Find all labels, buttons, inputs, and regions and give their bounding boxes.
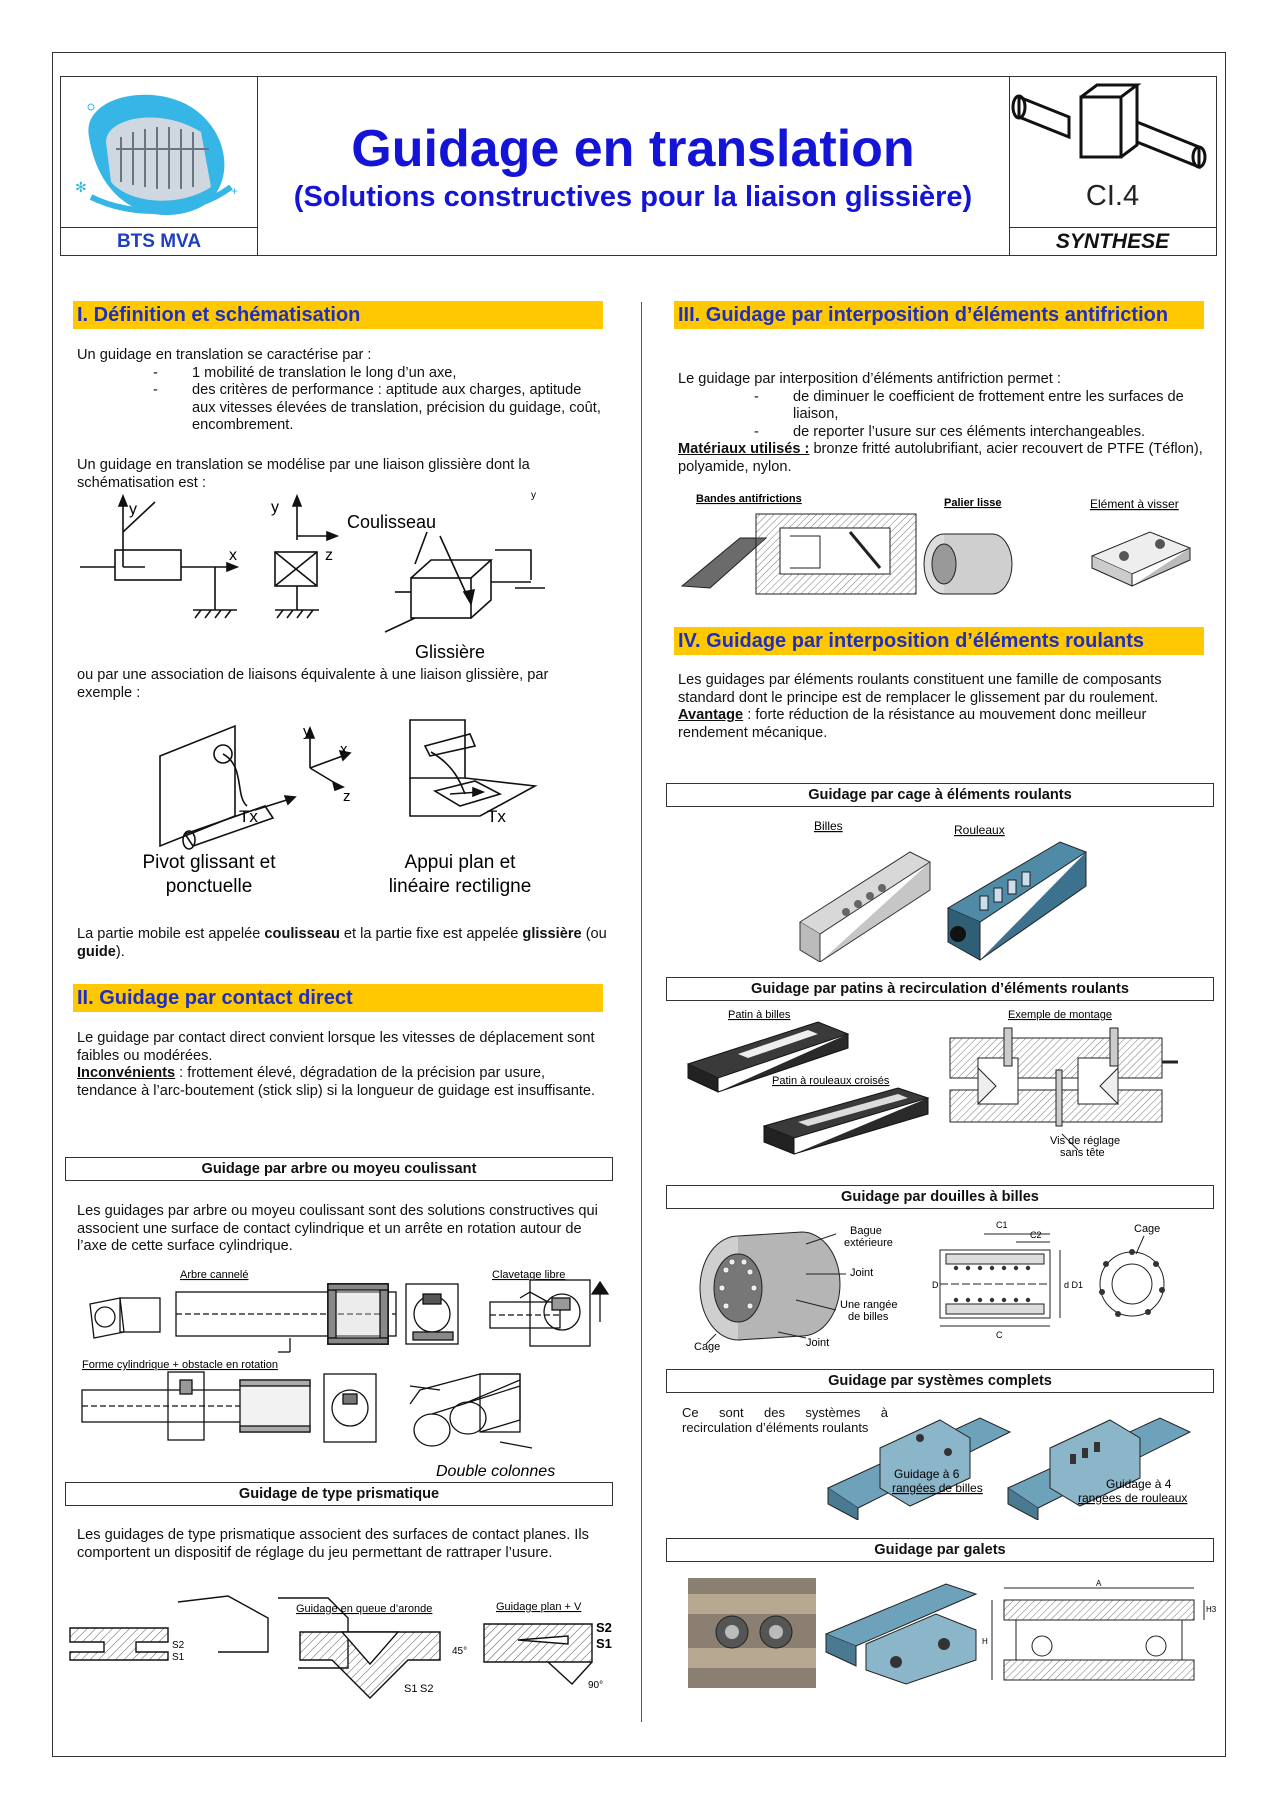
roulants-advantage bbox=[678, 707, 1208, 742]
column-divider bbox=[641, 302, 642, 1722]
ci-block bbox=[1009, 77, 1216, 227]
cap-joint-2: Joint bbox=[806, 1337, 830, 1349]
conclusion-g: ). bbox=[115, 943, 125, 960]
svg-text:A: A bbox=[1096, 1579, 1102, 1588]
conclusion-guide: guide bbox=[77, 943, 116, 960]
doc-type: SYNTHESE bbox=[1009, 227, 1216, 256]
patins-figures bbox=[678, 1004, 1178, 1164]
def-bullet-2: - des critères de performance : aptitude aux charges, aptitude aux vitesses élevées de translation, précision du guidage, coût, encombrement. bbox=[153, 382, 601, 433]
contact-intro: Le guidage par contact direct convient lorsque les vitesses de déplacement sont faibles ou modérées. bbox=[77, 1030, 595, 1064]
douilles-figures bbox=[686, 1214, 1186, 1354]
cap-rouleaux: Rouleaux bbox=[954, 823, 1005, 837]
cap-montage: Exemple de montage bbox=[1008, 1009, 1112, 1021]
arbre-text: Les guidages par arbre ou moyeu coulissant sont des solutions constructives qui associent une surface de contact cylindrique et un arrête en rotation autour de l’axe de cette surface cylindrique. bbox=[77, 1203, 598, 1254]
svg-text:C: C bbox=[996, 1330, 1003, 1340]
svg-text:z: z bbox=[325, 547, 333, 564]
antifriction-figures bbox=[680, 488, 1210, 608]
svg-text:y: y bbox=[303, 723, 311, 740]
prisma-text: Les guidages de type prismatique associent des surfaces de contact planes. Ils comportent un dispositif de réglage du jeu permettant de rattraper l’usure. bbox=[77, 1527, 589, 1561]
glissiere-schema-figure bbox=[75, 492, 545, 662]
antifriction-bullet-1: - de diminuer le coefficient de frottement entre les surfaces de liaison, bbox=[754, 388, 1184, 422]
school-logo bbox=[61, 77, 258, 227]
cap-bague: Bague bbox=[850, 1225, 882, 1237]
svg-text:C1: C1 bbox=[996, 1220, 1008, 1230]
svg-text:+: + bbox=[231, 184, 239, 198]
svg-text:C2: C2 bbox=[1030, 1230, 1042, 1240]
cap-bague-2: extérieure bbox=[844, 1237, 893, 1249]
def-bullet-1: - 1 mobilité de translation le long d’un axe, bbox=[153, 364, 457, 381]
box-douilles: Guidage par douilles à billes bbox=[666, 1185, 1214, 1209]
box-patins: Guidage par patins à recirculation d’éléments roulants bbox=[666, 977, 1214, 1001]
cap-vis-reglage: Vis de réglage bbox=[1050, 1135, 1121, 1147]
cap-patin-rouleaux: Patin à rouleaux croisés bbox=[772, 1075, 890, 1087]
drawbacks-text: : frottement élevé, dégradation de la précision par usure, tendance à l’arc-boutement (stick slip) si la longueur de guidage est insuffisante. bbox=[77, 1065, 596, 1099]
roulants-intro: Les guidages par éléments roulants constituent une famille de composants standard dont le principe est de remplacer le glissement par du roulement. bbox=[678, 672, 1162, 706]
association-text: ou par une association de liaisons équivalente à une liaison glissière, par exemple : bbox=[77, 667, 549, 701]
ci-code: CI.4 bbox=[1085, 180, 1140, 212]
svg-text:y: y bbox=[271, 499, 279, 516]
svg-text:Tx: Tx bbox=[487, 807, 506, 826]
section-2-title: II. Guidage par contact direct bbox=[73, 984, 603, 1012]
label-appui: Appui plan et bbox=[404, 852, 516, 873]
page-title: Guidage en translation bbox=[351, 120, 915, 178]
conclusion-coulisseau: coulisseau bbox=[264, 926, 340, 942]
svg-text:S2: S2 bbox=[596, 1620, 612, 1635]
svg-text:d D1: d D1 bbox=[1064, 1280, 1084, 1290]
svg-text:H3: H3 bbox=[1206, 1605, 1216, 1614]
conclusion-text bbox=[77, 926, 607, 961]
contact-drawbacks bbox=[77, 1065, 607, 1100]
cap-forme-cylindrique: Forme cylindrique + obstacle en rotation bbox=[82, 1359, 278, 1371]
cap-billes: Billes bbox=[814, 819, 843, 833]
section-4-title: IV. Guidage par interposition d’éléments roulants bbox=[674, 627, 1204, 655]
section-1-title: I. Définition et schématisation bbox=[73, 301, 603, 329]
cap-element-visser: Elément à visser bbox=[1090, 497, 1179, 511]
svg-text:x: x bbox=[340, 741, 348, 758]
box-systemes: Guidage par systèmes complets bbox=[666, 1369, 1214, 1393]
svg-text:S1: S1 bbox=[404, 1683, 418, 1695]
cap-vis-reglage-2: sans tête bbox=[1060, 1147, 1105, 1159]
org-label: BTS MVA bbox=[61, 227, 258, 256]
cap-patin-billes: Patin à billes bbox=[728, 1009, 791, 1021]
box-arbre-moyeu: Guidage par arbre ou moyeu coulissant bbox=[65, 1157, 613, 1181]
cap-double-colonnes: Double colonnes bbox=[436, 1463, 556, 1480]
title-block bbox=[257, 77, 1010, 255]
cap-clavetage: Clavetage libre bbox=[492, 1269, 566, 1281]
systemes-figures bbox=[820, 1398, 1220, 1520]
cap-guidage-4: Guidage à 4 bbox=[1106, 1477, 1172, 1491]
cap-guidage-6b: rangées de billes bbox=[892, 1481, 983, 1495]
systemes-text: Ce sont des systèmes à recirculation d’éléments roulants bbox=[682, 1405, 888, 1435]
svg-text:90°: 90° bbox=[588, 1680, 604, 1691]
materials-text: bronze fritté autolubrifiant, acier recouvert de PTFE (Téflon), polyamide, nylon. bbox=[678, 441, 1203, 475]
cap-joint: Joint bbox=[850, 1267, 874, 1279]
cap-palier: Palier lisse bbox=[944, 497, 1002, 509]
cap-queue-aronde: Guidage en queue d’aronde bbox=[296, 1603, 433, 1615]
cap-guidage-6: Guidage à 6 bbox=[894, 1467, 960, 1481]
def-bullet-1-text: 1 mobilité de translation le long d’un axe, bbox=[192, 364, 457, 381]
model-text: Un guidage en translation se modélise par une liaison glissière dont la schématisation est : bbox=[77, 457, 530, 491]
label-coulisseau: Coulisseau bbox=[347, 512, 437, 532]
cap-cage-right: Cage bbox=[1134, 1223, 1161, 1235]
cap-rangee-2: de billes bbox=[848, 1311, 889, 1323]
materials-label: Matériaux utilisés : bbox=[678, 441, 810, 457]
page-subtitle: (Solutions constructives pour la liaison glissière) bbox=[293, 181, 973, 213]
cap-bandes: Bandes antifrictions bbox=[696, 493, 802, 505]
svg-text:y: y bbox=[129, 501, 137, 518]
svg-text:Tx: Tx bbox=[239, 807, 258, 826]
svg-text:y: y bbox=[531, 492, 536, 501]
cap-cage-left: Cage bbox=[694, 1341, 721, 1353]
glissiere-icon bbox=[1009, 77, 1216, 177]
svg-text:✻: ✻ bbox=[75, 179, 87, 195]
label-appui-2: linéaire rectiligne bbox=[388, 876, 532, 897]
conclusion-e: (ou bbox=[581, 926, 607, 942]
svg-text:S2: S2 bbox=[420, 1683, 434, 1695]
cap-arbre-cannele: Arbre cannelé bbox=[180, 1269, 249, 1281]
svg-text:z: z bbox=[343, 788, 351, 805]
svg-text:S1: S1 bbox=[172, 1652, 185, 1663]
conclusion-a: La partie mobile est appelée bbox=[77, 926, 265, 942]
conclusion-glissiere: glissière bbox=[522, 926, 582, 942]
section-3-text bbox=[678, 371, 1208, 476]
cap-plan-v: Guidage plan + V bbox=[496, 1601, 582, 1613]
svg-text:S1: S1 bbox=[596, 1636, 612, 1651]
section-3-title: III. Guidage par interposition d’éléments antifriction bbox=[674, 301, 1204, 329]
antifriction-bullet-2-text: de reporter l’usure sur ces éléments interchangeables. bbox=[793, 423, 1146, 440]
prismatique-figures bbox=[68, 1588, 628, 1708]
box-prismatique: Guidage de type prismatique bbox=[65, 1482, 613, 1506]
box-cage: Guidage par cage à éléments roulants bbox=[666, 783, 1214, 807]
galets-figures bbox=[686, 1574, 1216, 1692]
label-pivot: Pivot glissant et bbox=[142, 852, 276, 873]
advantage-label: Avantage bbox=[678, 707, 744, 723]
header bbox=[60, 76, 1217, 256]
association-figure bbox=[135, 706, 555, 906]
svg-text:x: x bbox=[229, 547, 237, 564]
svg-text:45°: 45° bbox=[452, 1646, 468, 1657]
label-pivot-2: ponctuelle bbox=[165, 876, 253, 897]
arbre-figures bbox=[80, 1262, 620, 1482]
def-bullet-2-text: des critères de performance : aptitude aux charges, aptitude aux vitesses élevées de translation, précision du guidage, coût, encombrement. bbox=[192, 382, 601, 433]
section-2-text bbox=[77, 1030, 607, 1100]
section-4-text bbox=[678, 672, 1208, 742]
def-intro: Un guidage en translation se caractérise par : bbox=[77, 347, 372, 363]
cap-guidage-4b: rangées de rouleaux bbox=[1078, 1491, 1188, 1505]
materials bbox=[678, 441, 1208, 476]
svg-text:D: D bbox=[932, 1280, 939, 1290]
antifriction-intro: Le guidage par interposition d’éléments antifriction permet : bbox=[678, 371, 1061, 387]
antifriction-bullet-1-text: de diminuer le coefficient de frottement entre les surfaces de liaison, bbox=[793, 388, 1184, 422]
section-1-definition bbox=[77, 347, 607, 435]
svg-text:S2: S2 bbox=[172, 1640, 185, 1651]
drawbacks-label: Inconvénients bbox=[77, 1065, 176, 1081]
antifriction-bullet-2: - de reporter l’usure sur ces éléments interchangeables. bbox=[754, 423, 1146, 440]
cap-rangee: Une rangée bbox=[840, 1299, 898, 1311]
svg-text:H: H bbox=[982, 1637, 988, 1646]
label-glissiere: Glissière bbox=[415, 642, 486, 662]
box-galets: Guidage par galets bbox=[666, 1538, 1214, 1562]
advantage-text: : forte réduction de la résistance au mouvement donc meilleur rendement mécanique. bbox=[678, 707, 1147, 741]
conclusion-c: et la partie fixe est appelée bbox=[339, 926, 523, 942]
cage-figures bbox=[790, 812, 1090, 962]
